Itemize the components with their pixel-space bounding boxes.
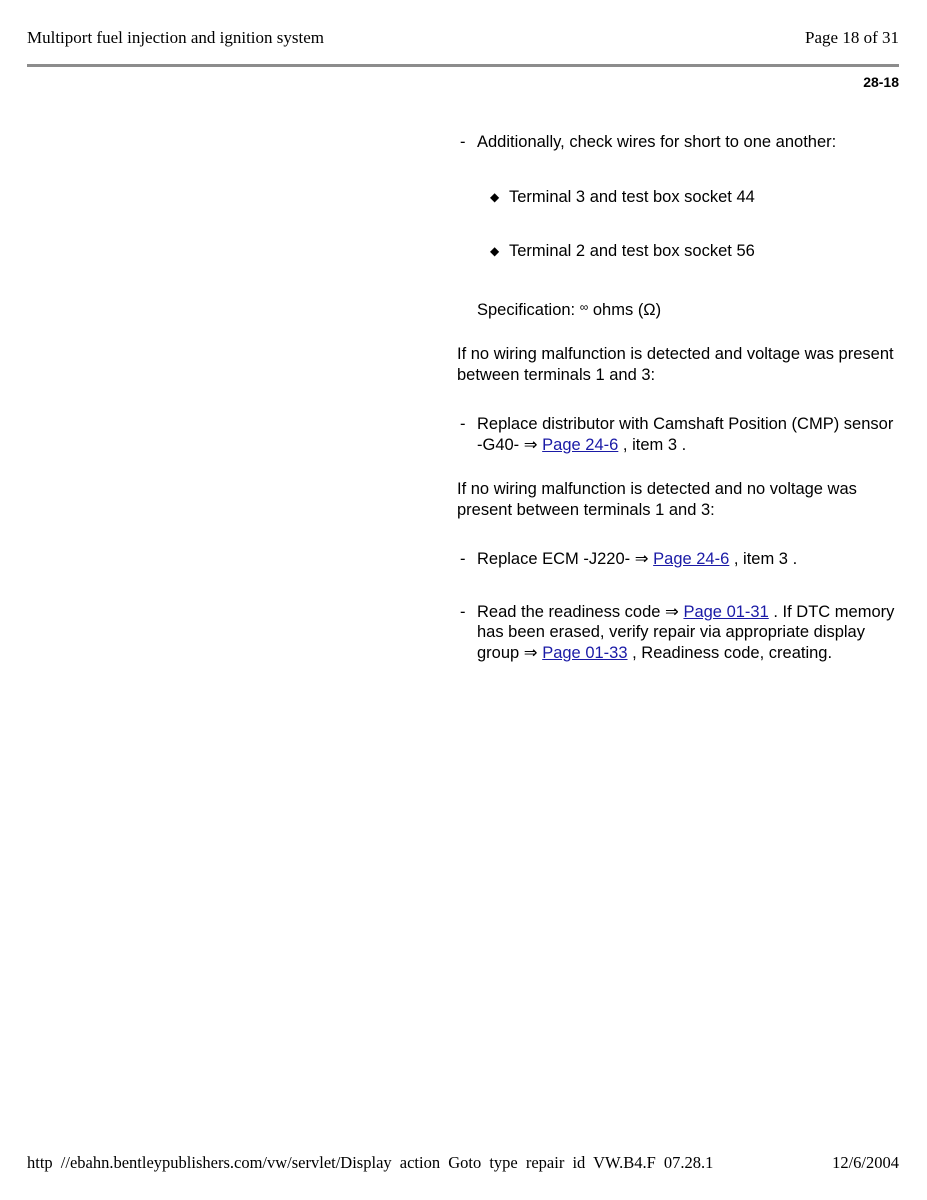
- condition-paragraph: If no wiring malfunction is detected and voltage was present between terminals 1 and 3:: [457, 345, 894, 384]
- page-number: Page 18 of 31: [805, 28, 899, 47]
- page-link[interactable]: Page 01-33: [542, 643, 628, 662]
- page-header: [27, 28, 899, 52]
- step-text-after: , item 3 .: [618, 435, 687, 454]
- specification: [457, 297, 897, 321]
- step-text-after: , Readiness code, creating.: [627, 643, 833, 662]
- diamond-bullet-icon: ◆: [490, 244, 500, 258]
- step-dash: -: [460, 415, 466, 433]
- step-dash: -: [460, 550, 466, 568]
- bullet-item: [457, 187, 897, 208]
- page-link[interactable]: Page 24-6: [653, 550, 730, 568]
- step-replace-ecm: [457, 549, 897, 570]
- section-code: 28-18: [863, 74, 899, 90]
- spec-label: Specification:: [477, 300, 580, 319]
- step-text: Read the readiness code ⇒: [477, 602, 684, 621]
- document-body: [457, 132, 897, 663]
- step-replace-distributor: [457, 414, 897, 455]
- step-text-middle: . If DTC memory has been erased, verify repair via appropriate display group ⇒: [477, 602, 895, 662]
- step-text: Additionally, check wires for short to one another:: [477, 133, 837, 151]
- spec-unit: ohms (Ω): [588, 300, 662, 319]
- step-dash: -: [460, 133, 466, 151]
- header-divider: [27, 64, 899, 67]
- step-readiness-code: [457, 602, 897, 664]
- step-text: Replace ECM -J220- ⇒: [477, 550, 654, 568]
- bullet-text: Terminal 3 and test box socket 44: [509, 187, 755, 206]
- bullet-text: Terminal 2 and test box socket 56: [509, 242, 755, 260]
- step-check-shorts: [457, 132, 897, 153]
- document-title: Multiport fuel injection and ignition system: [27, 28, 324, 47]
- condition-paragraph: If no wiring malfunction is detected and no voltage was present between terminals 1 and 3:: [457, 480, 857, 519]
- page-link[interactable]: Page 24-6: [542, 435, 619, 454]
- infinity-symbol: ∞: [579, 299, 589, 314]
- diamond-bullet-icon: ◆: [490, 189, 500, 204]
- page-link[interactable]: Page 01-31: [683, 602, 769, 621]
- step-text: Replace distributor with Camshaft Position (CMP) sensor -G40- ⇒: [477, 415, 894, 454]
- print-date: 12/6/2004: [832, 1153, 899, 1172]
- step-text-after: , item 3 .: [729, 550, 798, 568]
- bullet-item: [457, 241, 897, 262]
- source-url: http //ebahn.bentleypublishers.com/vw/servlet/Display action Goto type repair id VW.B4.F 07.28.1: [27, 1153, 714, 1172]
- step-dash: -: [460, 602, 466, 621]
